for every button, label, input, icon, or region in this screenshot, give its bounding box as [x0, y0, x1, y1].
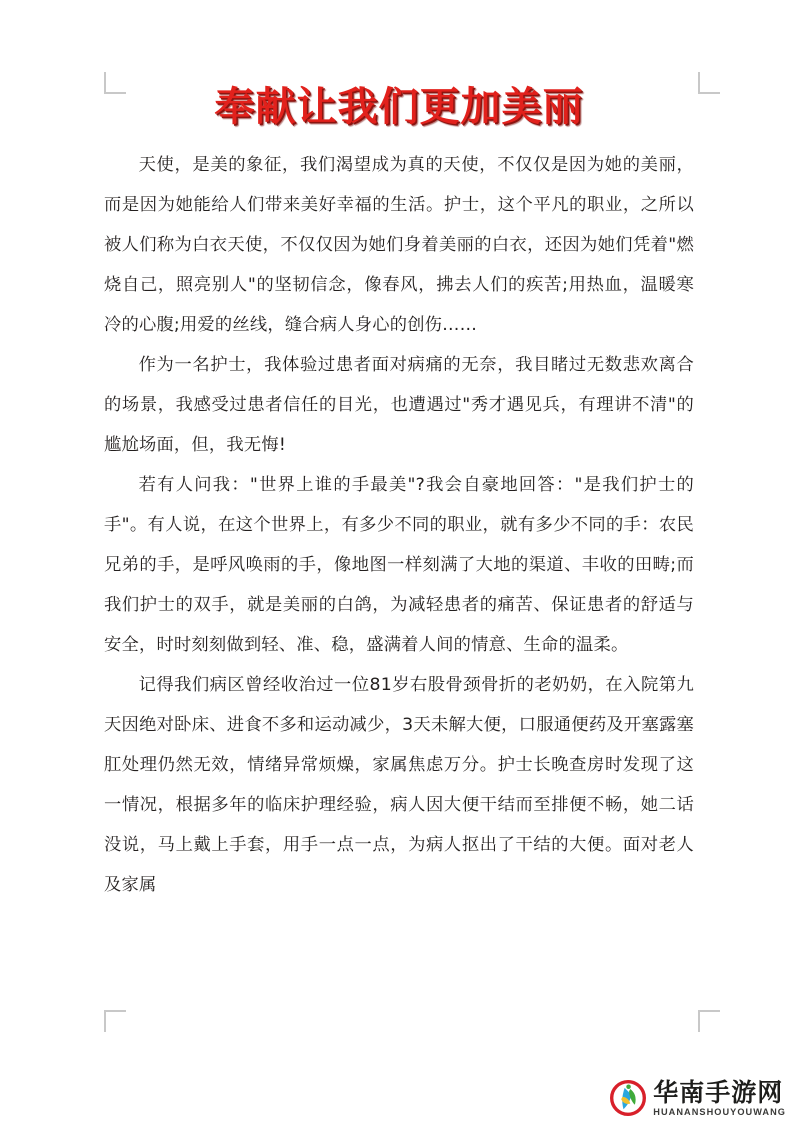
paragraph: 若有人问我："世界上谁的手最美"?我会自豪地回答："是我们护士的手"。有人说，在这个世界上，有多少不同的职业，就有多少不同的手：农民兄弟的手，是呼风唤雨的手，像地图一样刻满了大地的渠道、丰收的田畴;而我们护士的双手，就是美丽的白鸽，为减轻患者的痛苦、保证患者的舒适与安全，时时刻刻做到轻、准、稳，盛满着人间的情意、生命的温柔。 — [104, 475, 694, 656]
crop-mark-bottom-right-icon — [698, 1010, 720, 1032]
watermark-brand-en: HUANANSHOUYOUWANG — [653, 1106, 786, 1117]
page-title: 奉献让我们更加美丽 — [214, 84, 584, 130]
crop-mark-top-right-icon — [698, 72, 720, 94]
watermark-brand-cn: 华南手游网 — [653, 1077, 784, 1107]
site-watermark — [610, 1077, 786, 1117]
crop-mark-bottom-left-icon — [104, 1010, 126, 1032]
circular-person-logo-icon — [610, 1080, 646, 1116]
document-content — [104, 84, 694, 905]
paragraph: 记得我们病区曾经收治过一位81岁右股骨颈骨折的老奶奶，在入院第九天因绝对卧床、进食不多和运动减少，3天未解大便，口服通便药及开塞露塞肛处理仍然无效，情绪异常烦燥，家属焦虑万分。护士长晚查房时发现了这一情况，根据多年的临床护理经验，病人因大便干结而至排便不畅，她二话没说，马上戴上手套，用手一点一点，为病人抠出了干结的大便。面对老人及家属 — [104, 675, 694, 896]
article-body — [104, 145, 694, 905]
paragraph: 天使，是美的象征，我们渴望成为真的天使，不仅仅是因为她的美丽，而是因为她能给人们带来美好幸福的生活。护士，这个平凡的职业，之所以被人们称为白衣天使，不仅仅因为她们身着美丽的白衣，还因为她们凭着"燃烧自己，照亮别人"的坚韧信念，像春风，拂去人们的疾苦;用热血，温暖寒冷的心腹;用爱的丝线，缝合病人身心的创伤…… — [104, 155, 694, 336]
paragraph: 作为一名护士，我体验过患者面对病痛的无奈，我目睹过无数悲欢离合的场景，我感受过患者信任的目光，也遭遇过"秀才遇见兵，有理讲不清"的尴尬场面，但，我无悔! — [104, 355, 694, 456]
watermark-text — [653, 1077, 786, 1117]
